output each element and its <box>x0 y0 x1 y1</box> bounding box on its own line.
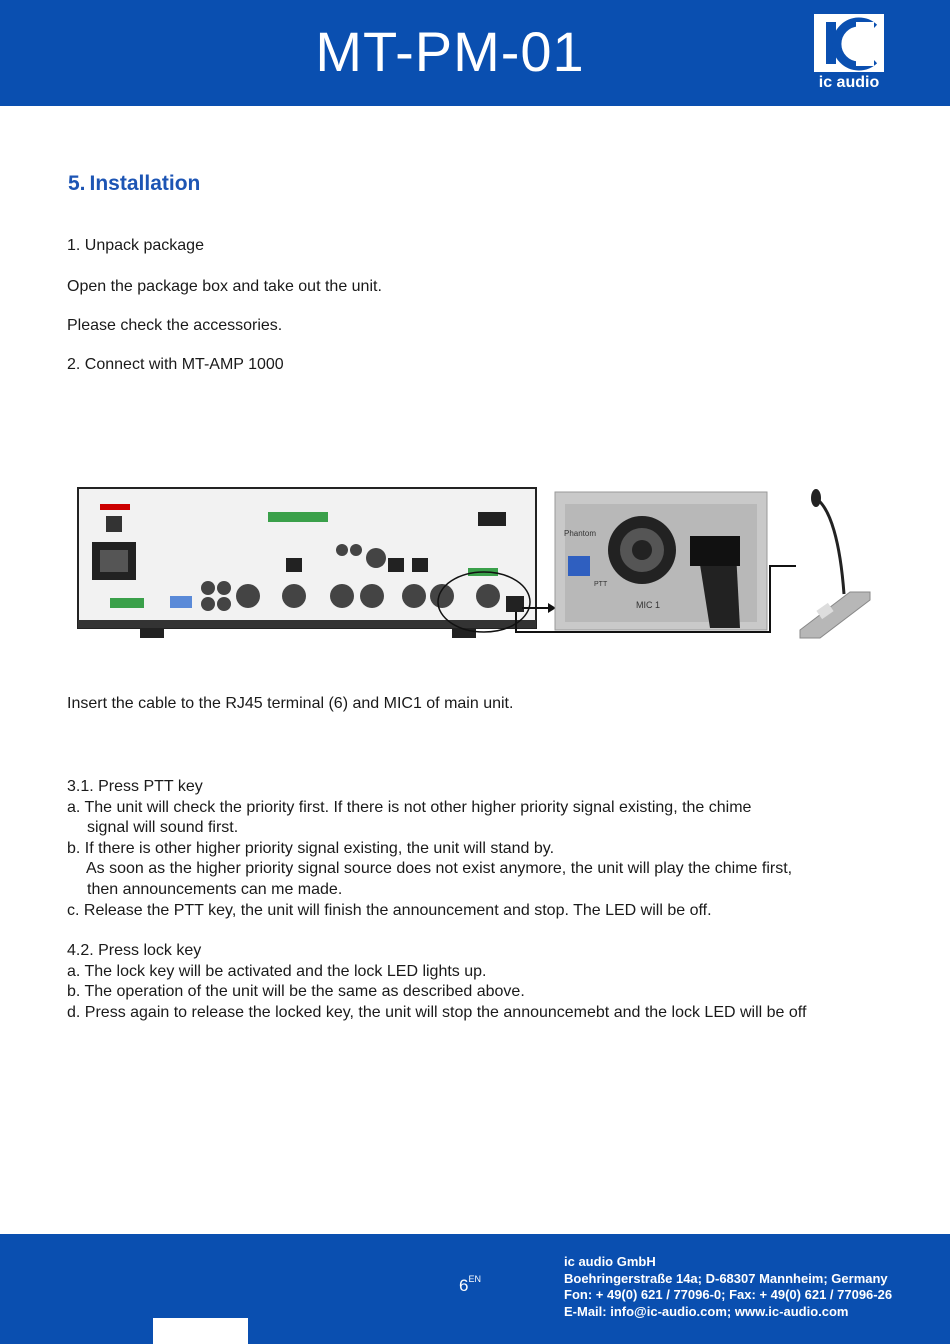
lock-item-d: d. Press again to release the locked key, the unit will stop the announcemebt and the lock LED will be off <box>67 1003 807 1021</box>
ptt-item-a-cont: signal will sound first. <box>87 819 239 837</box>
company-info <box>564 1254 892 1320</box>
phantom-label: Phantom <box>564 529 597 538</box>
document-title: MT-PM-01 <box>315 20 585 83</box>
section-heading <box>68 172 200 196</box>
connection-diagram <box>70 480 890 660</box>
lock-item-b: b. The operation of the unit will be the same as described above. <box>67 983 525 1001</box>
company-address: Boehringerstraße 14a; D-68307 Mannheim; Germany <box>564 1270 888 1286</box>
ic-audio-logo <box>812 14 886 94</box>
company-phone: Fon: + 49(0) 621 / 77096-0; Fax: + 49(0) 621 / 77096-26 <box>564 1287 893 1302</box>
company-name: ic audio GmbH <box>564 1254 656 1269</box>
lock-section <box>67 941 806 1023</box>
mic1-label: MIC 1 <box>636 600 661 610</box>
check-accessories-text: Please check the accessories. <box>67 317 283 334</box>
ic-logo-icon <box>812 14 886 74</box>
insert-cable-text: Insert the cable to the RJ45 terminal (6) and MIC1 of main unit. <box>67 695 514 712</box>
company-email: E-Mail: info@ic-audio.com; www.ic-audio.com <box>564 1303 849 1319</box>
mic1-detail-photo <box>555 492 767 630</box>
amplifier-rear-panel <box>78 488 536 638</box>
page-number-value: 6 <box>459 1276 469 1295</box>
step-unpack: 1. Unpack package <box>67 237 204 254</box>
step-connect: 2. Connect with MT-AMP 1000 <box>67 356 284 373</box>
open-box-text: Open the package box and take out the unit. <box>67 278 382 295</box>
ptt-label: PTT <box>594 581 608 588</box>
lock-heading: 4.2. Press lock key <box>67 942 202 959</box>
logo-text: ic audio <box>818 74 880 91</box>
ptt-heading: 3.1. Press PTT key <box>67 778 203 795</box>
ptt-section <box>67 777 792 921</box>
page-language: EN <box>468 1274 481 1284</box>
ptt-item-c: c. Release the PTT key, the unit will finish the announcement and stop. The LED will be off. <box>67 901 712 919</box>
ptt-item-a: a. The unit will check the priority first. If there is not other higher priority signal existing, the chime <box>67 798 752 816</box>
footer-tab <box>153 1318 248 1344</box>
section-number: 5. <box>68 172 86 195</box>
lock-item-a: a. The lock key will be activated and the lock LED lights up. <box>67 962 487 980</box>
page-number <box>459 1276 481 1296</box>
paging-microphone <box>800 489 870 638</box>
page-header <box>0 0 950 106</box>
section-title: Installation <box>89 172 201 195</box>
ptt-item-b-cont: As soon as the higher priority signal source does not exist anymore, the unit will play the chime first, <box>86 860 793 878</box>
ptt-item-b: b. If there is other higher priority signal existing, the unit will stand by. <box>67 839 555 857</box>
ptt-item-b-cont2: then announcements can me made. <box>87 880 343 898</box>
